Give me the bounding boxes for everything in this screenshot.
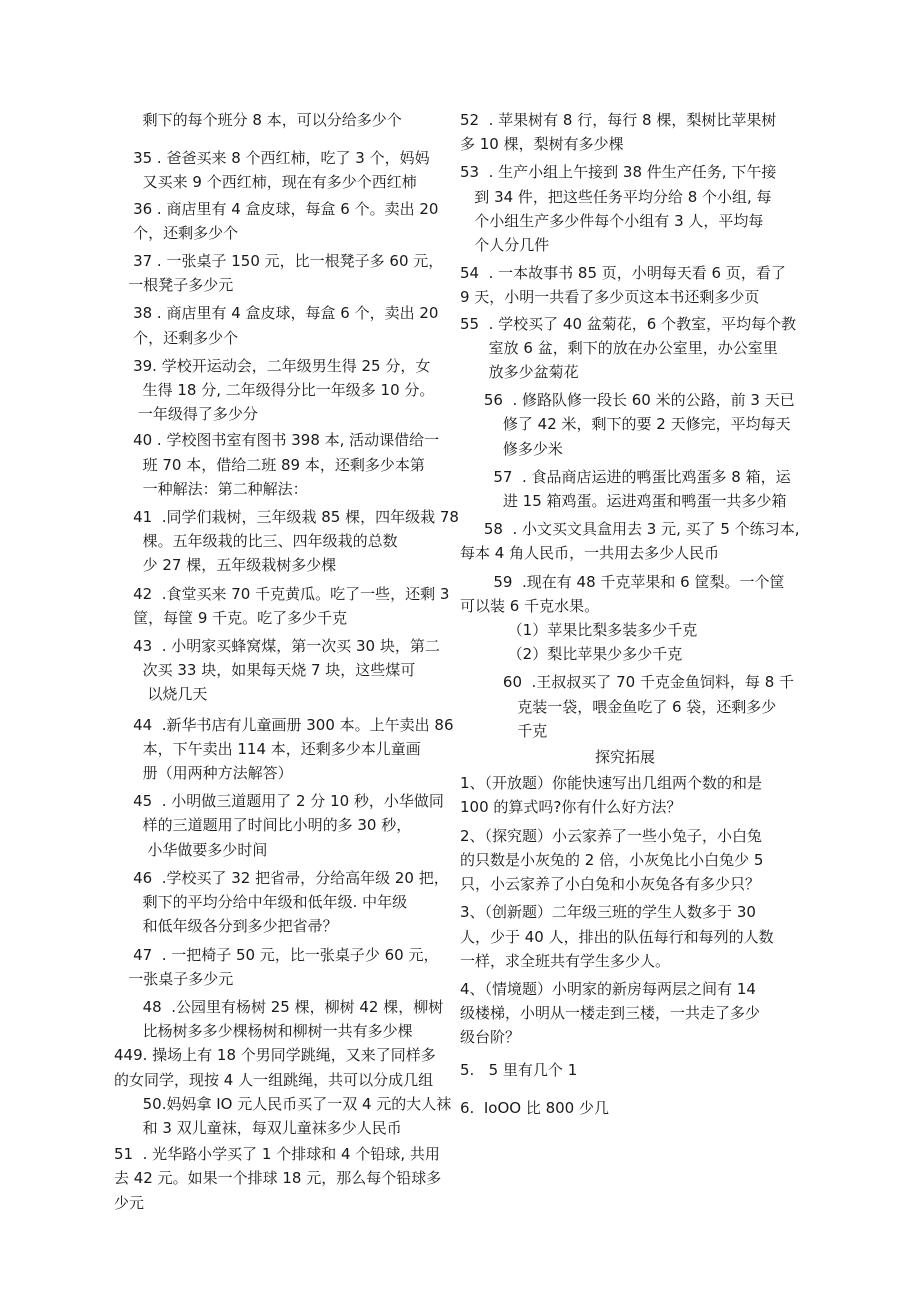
question-line: 个小组生产多少件每个小组有 3 人，平均每 [460, 211, 764, 230]
question-item [460, 1058, 790, 1082]
question-line: 室放 6 盆，剩下的放在办公室里，办公室里 [460, 338, 778, 357]
question-line: 棵。五年级栽的比三、四年级栽的总数 [114, 532, 398, 551]
question-item [114, 197, 452, 245]
question-line: （2）梨比苹果少多少千克 [460, 645, 683, 664]
question-item [460, 517, 800, 565]
question-item [460, 570, 790, 667]
question-line: 剩下的平均分给中年级和低年级. 中年级 [114, 893, 408, 912]
question-line: 册（用两种方法解答） [114, 764, 293, 783]
question-item [114, 943, 452, 991]
question-line: 小华做要多少时间 [114, 840, 268, 859]
question-line: 班 70 本，借给二班 89 本，还剩多少本第 [114, 455, 425, 474]
question-item [114, 146, 452, 194]
question-line: 个，还剩多少个 [114, 223, 239, 242]
question-item [114, 866, 452, 939]
question-line: 42 .食堂买来 70 千克黄瓜。吃了一些，还剩 3 [114, 584, 450, 603]
question-line: 修多少米 [460, 439, 563, 458]
question-item [460, 465, 790, 513]
question-line: 55 . 学校买了 40 盆菊花，6 个教室，平均每个教 [460, 314, 797, 333]
question-item [114, 354, 452, 427]
question-line: 的只数是小灰兔的 2 倍，小灰兔比小白兔少 5 [460, 850, 764, 869]
question-item [460, 261, 790, 309]
question-line: 一样，求全班共有学生多少人。 [460, 951, 671, 970]
question-item [460, 312, 797, 385]
question-line: 的女同学，现按 4 人一组跳绳，共可以分成几组 [114, 1070, 434, 1089]
question-line: 生得 18 分, 二年级得分比一年级多 10 分。 [114, 381, 435, 400]
question-line: 46 .学校买了 32 把省帚，分给高年级 20 把， [114, 868, 449, 887]
question-line: 进 15 箱鸡蛋。运进鸡蛋和鸭蛋一共多少箱 [460, 492, 787, 511]
question-item [460, 900, 790, 973]
question-line: 和低年级各分到多少把省帚？ [114, 917, 338, 936]
question-line: 剩下的每个班分 8 本，可以分给多少个 [114, 111, 402, 129]
section-heading [460, 745, 790, 769]
question-line: 样的三道题用了时间比小明的多 30 秒， [114, 816, 412, 835]
question-line: 51 . 光华路小学买了 1 个排球和 4 个铅球, 共用 [114, 1145, 440, 1164]
question-item [114, 1142, 452, 1215]
question-line: 级台阶？ [460, 1028, 521, 1047]
question-item [460, 977, 790, 1050]
question-line: 37 . 一张桌子 150 元，比一根凳子多 60 元， [114, 252, 444, 271]
question-line: 千克 [460, 721, 548, 740]
right-column [460, 108, 800, 1120]
question-item [460, 670, 795, 743]
question-line: 47 . 一把椅子 50 元，比一张桌子少 60 元， [114, 945, 439, 964]
question-line: 放多少盆菊花 [460, 363, 579, 382]
question-line: 45 . 小明做三道题用了 2 分 10 秒，小华做同 [114, 792, 444, 811]
question-item [114, 789, 452, 862]
question-line: 5. 5 里有几个 1 [460, 1060, 578, 1079]
question-line: 52 . 苹果树有 8 行，每行 8 棵，梨树比苹果树 [460, 111, 777, 129]
question-line: 一年级得了多少分 [114, 405, 258, 424]
question-line: 少 27 棵，五年级栽树多少棵 [114, 556, 337, 575]
question-line: 39. 学校开运动会，二年级男生得 25 分，女 [114, 356, 431, 375]
question-line: 每本 4 角人民币，一共用去多少人民币 [460, 544, 720, 563]
question-line: 一根凳子多少元 [114, 276, 234, 295]
question-line: 2、（探究题）小云家养了一些小兔子，小白兔 [460, 826, 763, 845]
question-item [114, 301, 452, 349]
question-line: 本，下午卖出 114 本，还剩多少本儿童画 [114, 739, 421, 758]
question-line: 48 .公园里有杨树 25 棵，柳树 42 棵，柳树 [114, 997, 444, 1016]
question-item [114, 634, 452, 707]
question-line: 一种解法：第二种解法： [114, 479, 308, 498]
question-line: 可以装 6 千克水果。 [460, 596, 600, 615]
question-line: 次买 33 块，如果每天烧 7 块，这些煤可 [114, 661, 416, 680]
question-line: 比杨树多多少棵杨树和柳树一共有多少棵 [114, 1022, 413, 1041]
question-line: 个，还剩多少个 [114, 328, 239, 347]
question-item [114, 1043, 452, 1091]
question-line: 58 . 小文买文具盒用去 3 元, 买了 5 个练习本, [460, 520, 800, 539]
question-line: 筐，每筐 9 千克。吃了多少千克 [114, 608, 348, 627]
question-item [114, 995, 452, 1043]
question-line: 9 天，小明一共看了多少页这本书还剩多少页 [460, 288, 760, 307]
question-line: 43 . 小明家买蜂窝煤，第一次买 30 块，第二 [114, 637, 440, 656]
question-item [460, 771, 790, 819]
question-line: 只，小云家养了小白兔和小灰兔各有多少只？ [460, 875, 761, 894]
question-item [114, 505, 459, 578]
question-line: 59 .现在有 48 千克苹果和 6 筐梨。一个筐 [460, 572, 785, 591]
question-line: 多 10 棵，梨树有多少棵 [460, 135, 624, 154]
question-line: 修了 42 米，剩下的要 2 天修完，平均每天 [460, 415, 791, 434]
question-item [460, 1096, 790, 1120]
left-column [114, 108, 459, 1215]
question-item [114, 108, 452, 132]
question-line: 级楼梯，小明从一楼走到三楼，一共走了多少 [460, 1004, 761, 1023]
question-item [114, 1092, 452, 1140]
question-line: 人，少于 40 人，排出的队伍每行和每列的人数 [460, 927, 774, 946]
question-line: 36 . 商店里有 4 盒皮球，每盒 6 个。卖出 20 [114, 199, 439, 218]
question-line: 56 . 修路队修一段长 60 米的公路，前 3 天已 [460, 391, 795, 410]
question-item [114, 582, 452, 630]
question-line: 40 . 学校图书室有图书 398 本, 活动课借给一 [114, 431, 440, 450]
question-line: 35 . 爸爸买来 8 个西红柿，吃了 3 个，妈妈 [114, 149, 430, 168]
question-line: 个人分几件 [460, 236, 550, 255]
question-line: 50.妈妈拿 IO 元人民币买了一双 4 元的大人袜 [114, 1094, 452, 1113]
question-line: 57 . 食品商店运进的鸭蛋比鸡蛋多 8 箱，运 [460, 467, 791, 486]
question-item [114, 249, 452, 297]
question-line: 少元 [114, 1193, 145, 1212]
question-item [460, 160, 790, 257]
question-line: 38 . 商店里有 4 盒皮球，每盒 6 个，卖出 20 [114, 304, 439, 323]
question-line: 449. 操场上有 18 个男同学跳绳，又来了同样多 [114, 1046, 436, 1065]
question-line: 1、（开放题）你能快速写出几组两个数的和是 [460, 774, 763, 793]
question-item [460, 388, 795, 461]
question-line: 和 3 双儿童袜，每双儿童袜多少人民币 [114, 1118, 402, 1137]
question-line: 100 的算式吗?你有什么好方法？ [460, 798, 682, 817]
question-line: 44 .新华书店有儿童画册 300 本。上午卖出 86 [114, 715, 454, 734]
question-line: 又买来 9 个西红柿，现在有多少个西红柿 [114, 173, 417, 192]
question-line: 一张桌子多少元 [114, 969, 234, 988]
question-line: 探究拓展 [594, 748, 655, 767]
question-line: 6. IoOO 比 800 少几 [460, 1098, 609, 1117]
question-line: （1）苹果比梨多装多少千克 [460, 621, 698, 640]
question-line: 以烧几天 [114, 685, 208, 704]
question-line: 53 . 生产小组上午接到 38 件生产任务, 下午接 [460, 163, 777, 182]
question-line: 克装一袋，喂金鱼吃了 6 袋，还剩多少 [460, 697, 777, 716]
question-item [114, 428, 452, 501]
question-line: 4、（情境题）小明家的新房每两层之间有 14 [460, 979, 756, 998]
question-line: 到 34 件，把这些任务平均分给 8 个小组, 每 [460, 187, 772, 206]
question-item [460, 108, 790, 156]
question-item [114, 713, 452, 786]
question-line: 60 .王叔叔买了 70 千克金鱼饲料，每 8 千 [460, 673, 795, 692]
question-line: 去 42 元。如果一个排球 18 元，那么每个铅球多 [114, 1169, 442, 1188]
question-line: 54 . 一本故事书 85 页，小明每天看 6 页，看了 [460, 264, 786, 283]
question-line: 41 .同学们栽树，三年级栽 85 棵，四年级栽 78 [114, 508, 459, 527]
question-item [460, 824, 790, 897]
question-line: 3、（创新题）二年级三班的学生人数多于 30 [460, 903, 756, 922]
